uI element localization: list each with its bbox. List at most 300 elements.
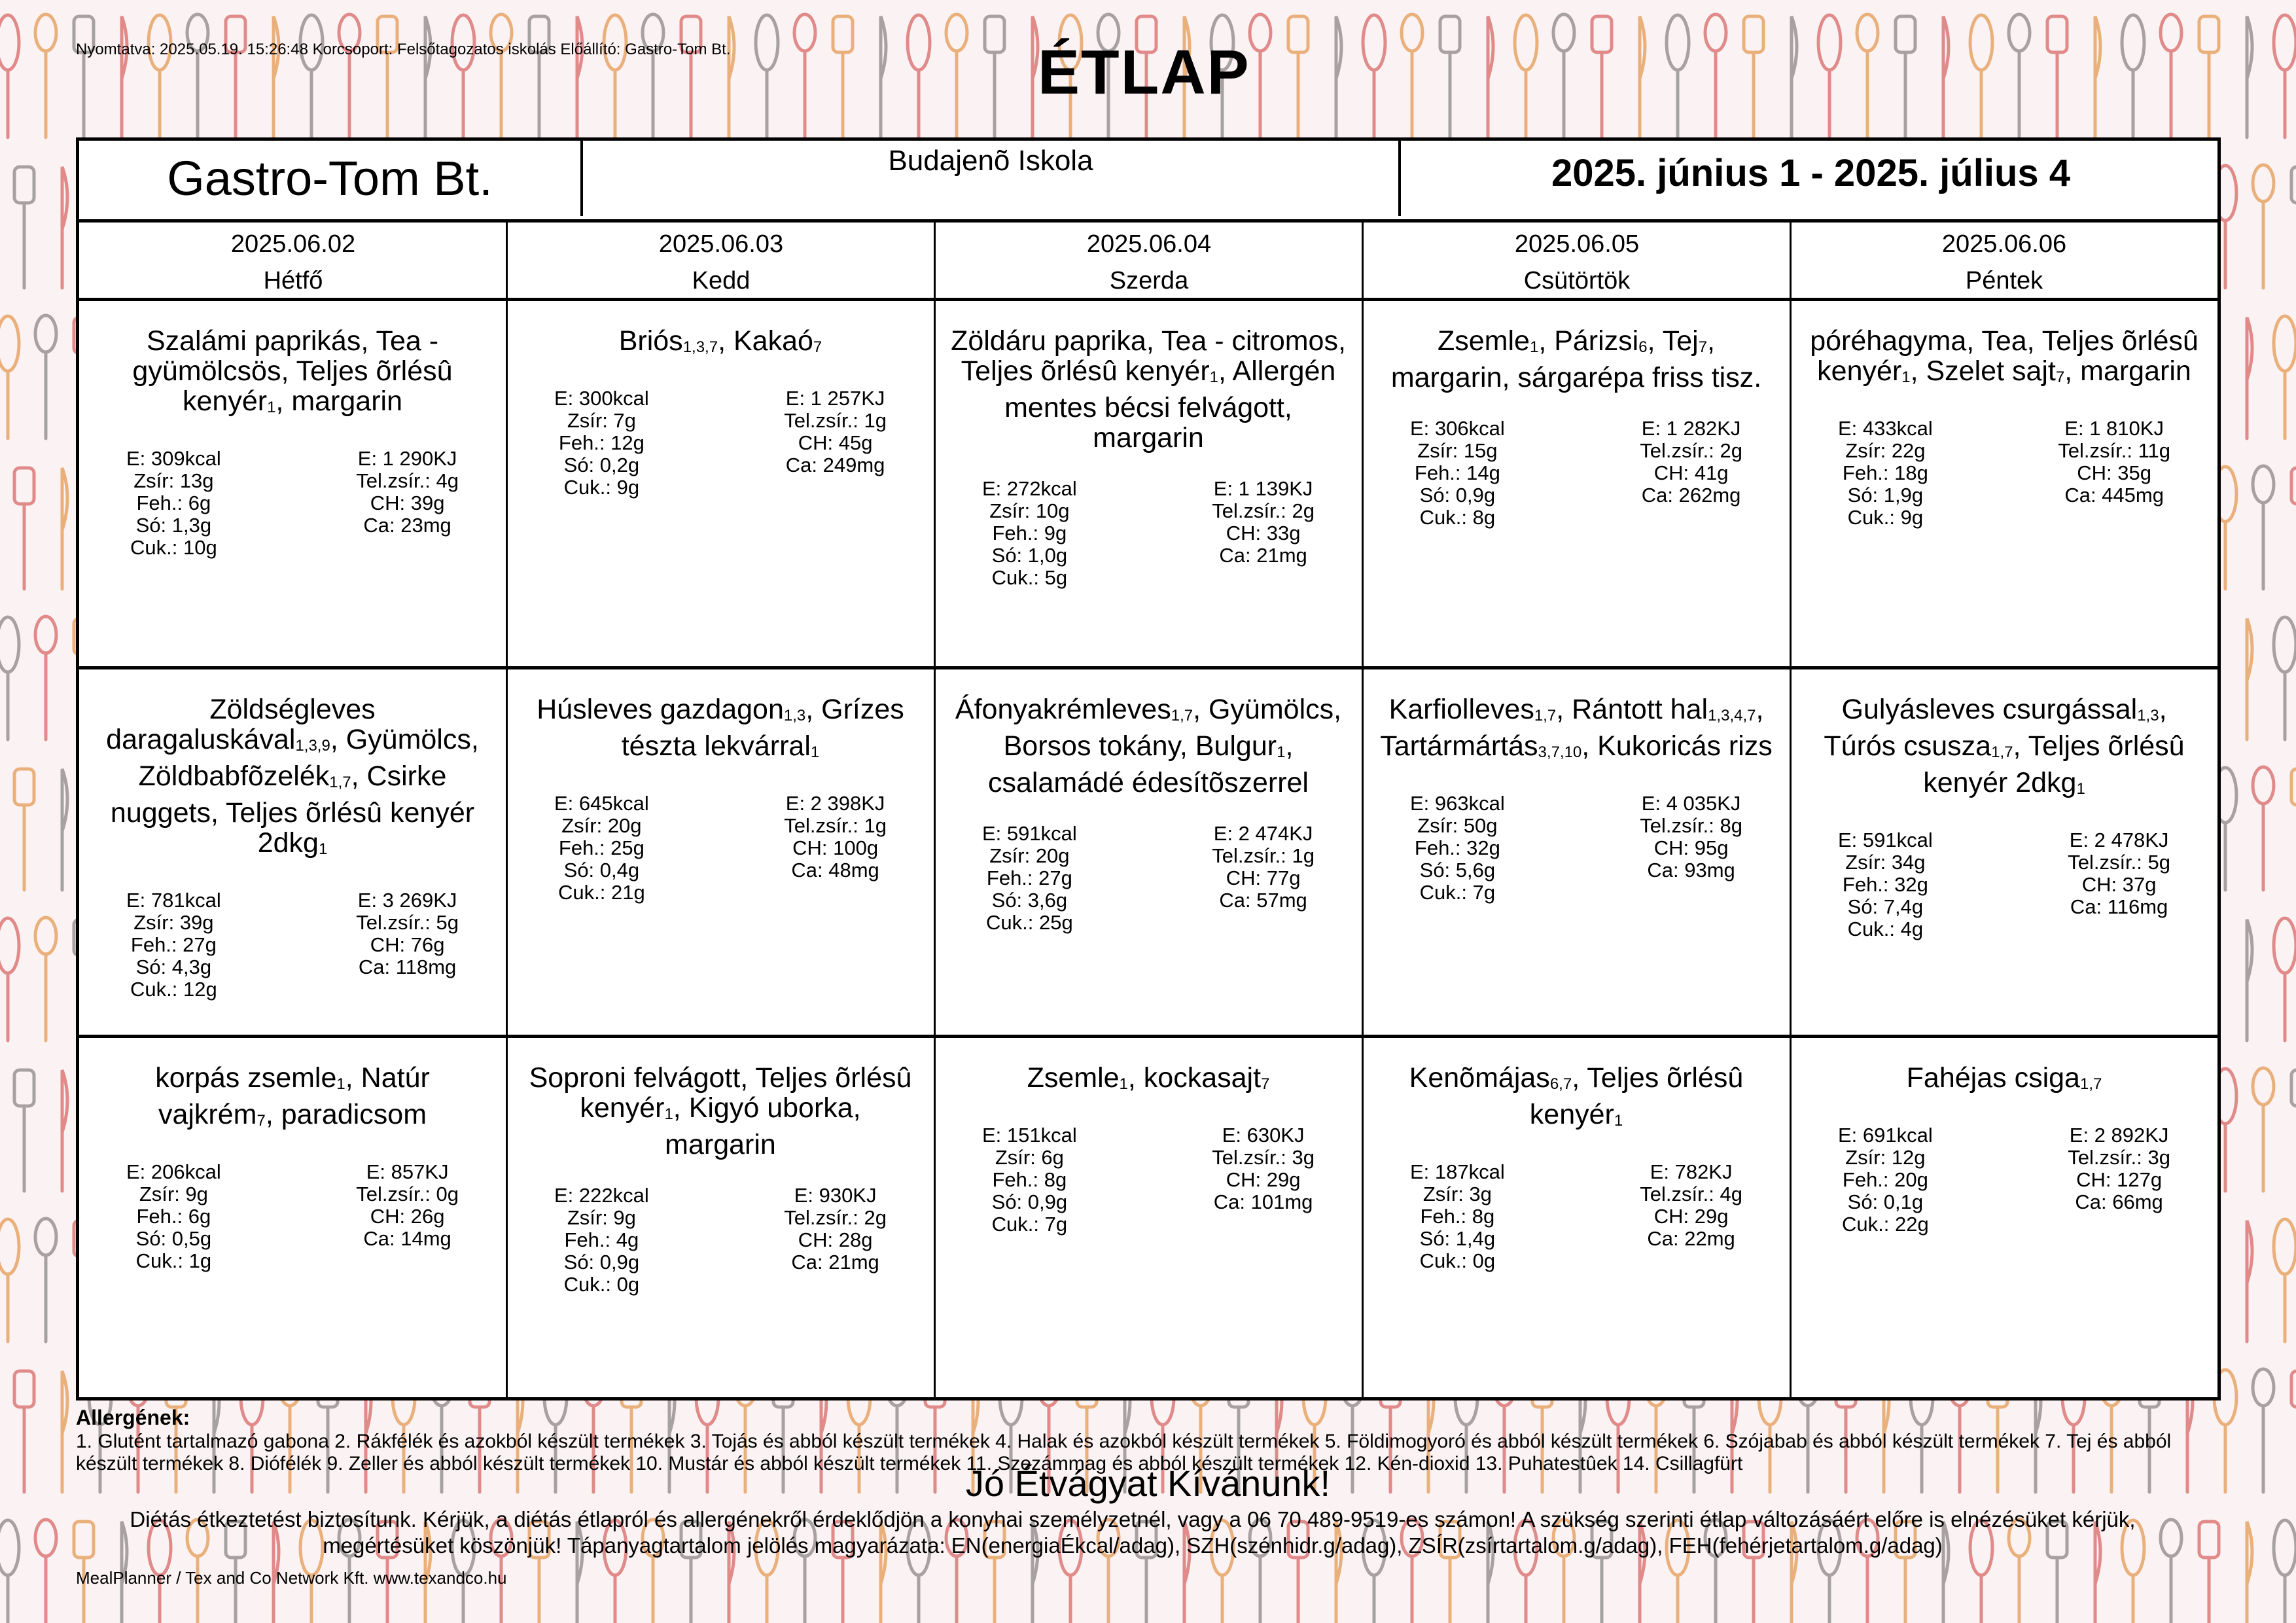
- allergen-code: 1,3,7: [682, 338, 718, 356]
- school-name: Budajenõ Iskola: [888, 145, 1093, 177]
- meal-cell: [1791, 669, 2217, 1036]
- nutrition-info: [951, 478, 1346, 589]
- dish-text: , Szelet sajt: [1910, 355, 2056, 387]
- dish-names: [951, 694, 1346, 798]
- nutrition-value: Tel.zsír.: 2g: [1212, 499, 1315, 522]
- page-title: ÉTLAP: [1038, 37, 1250, 107]
- meal-cell: [935, 1038, 1362, 1404]
- day-header: [935, 223, 1363, 301]
- dish-text: , Natúr vajkrém: [158, 1062, 430, 1130]
- nutrition-value: Feh.: 25g: [558, 836, 645, 859]
- nutrition-value: CH: 26g: [370, 1205, 445, 1228]
- dish-text: , paradicsom: [265, 1099, 427, 1130]
- print-info: Nyomtatva: 2025.05.19. 15:26:48 Korcsoport: Felsőtagozatos iskolás Előállító: Gastro-Tom Bt.: [76, 41, 731, 58]
- nutrition-value: Ca: 66mg: [2075, 1190, 2163, 1213]
- nutrition-value: Tel.zsír.: 1g: [784, 814, 887, 837]
- nutrition-value: Só: 3,6g: [991, 889, 1068, 912]
- dish-text: , Tej: [1647, 325, 1699, 357]
- allergen-code: 1,3,9: [295, 737, 330, 755]
- nutrition-value: E: 782KJ: [1650, 1160, 1733, 1183]
- diet-notice: Diétás étkeztetést biztosítunk. Kérjük, a diétás étlapról és allergénekről érdeklődjön a konyhai személyzetnél, vagy a 06 70 489-9519-es számon! A szükség szerinti étlap változásáért előre is elnézésüket kérjük, megértésüket köszönjük! Tápanyagtartalom jelölés magyarázata: EN(energiaÉkcal/adag), SZH(szénhidr.g/adag), ZSÍR(zsírtartalom.g/adag), FEH(fehérjetartalom.g/adag): [130, 1507, 2136, 1558]
- header-row: [79, 141, 2217, 223]
- nutrition-value: Ca: 22mg: [1647, 1227, 1735, 1250]
- nutrition-info: [951, 1124, 1346, 1236]
- meal-cell: [79, 301, 506, 668]
- nutrition-value: Ca: 101mg: [1213, 1190, 1313, 1213]
- dish-text: , Allergén mentes bécsi felvágott, margarin: [1004, 355, 1336, 454]
- nutrition-value: Cuk.: 22g: [1842, 1213, 1929, 1236]
- dish-names: [1379, 694, 1774, 768]
- nutrition-column: [126, 1161, 221, 1272]
- nutrition-value: Ca: 21mg: [1219, 544, 1307, 567]
- dish-text: , Grízes tészta lekvárral: [621, 694, 904, 762]
- school-cell: [583, 141, 1401, 216]
- nutrition-column: [554, 387, 649, 499]
- meal-cell: [79, 1038, 506, 1404]
- nutrition-value: Tel.zsír.: 0g: [356, 1183, 459, 1205]
- dish-names: [95, 326, 490, 423]
- nutrition-value: E: 591kcal: [982, 822, 1077, 845]
- nutrition-value: Feh.: 14g: [1414, 461, 1500, 484]
- dish-names: [1807, 326, 2202, 393]
- dish-names: [523, 326, 918, 363]
- allergen-code: 1: [2076, 780, 2085, 798]
- nutrition-value: Só: 0,9g: [991, 1190, 1068, 1213]
- appetite-message: Jó Étvágyat Kívánunk!: [965, 1463, 1331, 1504]
- nutrition-value: Zsír: 10g: [989, 499, 1070, 522]
- dish-text: póréhagyma, Tea, Teljes õrlésû kenyér: [1810, 325, 2199, 387]
- nutrition-value: Cuk.: 5g: [991, 566, 1068, 589]
- nutrition-value: Zsír: 7g: [567, 409, 636, 432]
- period-cell: [1401, 141, 2221, 216]
- nutrition-value: Só: 4,3g: [135, 955, 212, 978]
- dish-text: Karfiolleves: [1388, 694, 1534, 725]
- nutrition-value: CH: 100g: [792, 836, 879, 859]
- nutrition-value: Cuk.: 9g: [1847, 506, 1924, 529]
- nutrition-column: [1410, 793, 1505, 904]
- nutrition-value: Só: 5,6g: [1419, 859, 1496, 882]
- meal-cell: [1363, 301, 1790, 668]
- nutrition-info: [1379, 793, 1774, 904]
- nutrition-value: E: 691kcal: [1838, 1124, 1933, 1147]
- nutrition-value: Tel.zsír.: 1g: [784, 409, 887, 432]
- nutrition-value: Só: 0,9g: [563, 1251, 640, 1274]
- nutrition-info: [1379, 1161, 1774, 1272]
- footer-credit: MealPlanner / Tex and Co Network Kft. www.texandco.hu: [76, 1568, 507, 1588]
- dish-names: [951, 326, 1346, 453]
- nutrition-column: [2058, 418, 2170, 529]
- day-name: Szerda: [1109, 267, 1189, 294]
- nutrition-value: Feh.: 8g: [992, 1168, 1067, 1191]
- nutrition-value: Ca: 93mg: [1647, 859, 1735, 882]
- nutrition-column: [784, 387, 887, 499]
- dish-names: [951, 1063, 1346, 1099]
- allergen-code: 1: [1119, 1075, 1128, 1093]
- meal-cell: [507, 301, 934, 668]
- nutrition-value: Zsír: 20g: [989, 844, 1070, 867]
- allergen-code: 7: [1698, 338, 1708, 356]
- allergen-code: 7: [1261, 1075, 1270, 1093]
- nutrition-value: Tel.zsír.: 11g: [2058, 439, 2170, 462]
- allergen-code: 1: [1614, 1112, 1623, 1130]
- nutrition-value: Tel.zsír.: 3g: [2068, 1146, 2170, 1169]
- nutrition-value: E: 1 282KJ: [1641, 417, 1741, 440]
- day-name: Kedd: [692, 267, 751, 294]
- allergen-code: 1,3: [2137, 707, 2159, 724]
- menu-period: 2025. június 1 - 2025. július 4: [1551, 152, 2071, 194]
- nutrition-column: [126, 889, 221, 1001]
- dish-text: , kockasajt: [1127, 1062, 1262, 1094]
- nutrition-value: Ca: 21mg: [791, 1251, 879, 1274]
- nutrition-value: Cuk.: 7g: [991, 1213, 1068, 1236]
- meal-cell: [1363, 669, 1790, 1036]
- dish-names: [1379, 326, 1774, 393]
- nutrition-value: CH: 35g: [2077, 461, 2151, 484]
- day-date: 2025.06.05: [1514, 230, 1640, 258]
- dish-text: Szalámi paprikás, Tea - gyümölcsös, Teljes õrlésû kenyér: [132, 325, 453, 417]
- nutrition-value: E: 151kcal: [982, 1124, 1077, 1147]
- allergen-code: 1,7: [1991, 743, 2013, 761]
- nutrition-column: [126, 448, 221, 559]
- day-name: Hétfő: [263, 267, 323, 294]
- nutrition-column: [356, 448, 459, 559]
- allergen-code: 1: [664, 1105, 673, 1123]
- nutrition-value: Zsír: 3g: [1422, 1183, 1492, 1205]
- nutrition-column: [1640, 793, 1742, 904]
- dish-text: , Teljes õrlésû kenyér: [1529, 1062, 1744, 1130]
- nutrition-info: [95, 889, 490, 1001]
- allergen-code: 1,3,4,7: [1708, 707, 1756, 724]
- dish-text: Gulyásleves csurgással: [1841, 694, 2138, 725]
- nutrition-info: [523, 387, 918, 499]
- nutrition-column: [1410, 418, 1505, 529]
- dish-text: korpás zsemle: [155, 1062, 337, 1094]
- nutrition-column: [356, 889, 459, 1001]
- nutrition-value: Só: 0,1g: [1847, 1190, 1924, 1213]
- day-name: Péntek: [1965, 267, 2043, 294]
- dish-text: , Gyümölcs, Zöldbabfõzelék: [138, 724, 479, 792]
- nutrition-value: E: 306kcal: [1410, 417, 1505, 440]
- dish-text: Soproni felvágott, Teljes õrlésû kenyér: [529, 1062, 912, 1124]
- nutrition-value: E: 1 139KJ: [1213, 477, 1313, 500]
- allergen-code: 1,7: [1534, 707, 1557, 724]
- nutrition-column: [784, 793, 887, 904]
- nutrition-value: Só: 7,4g: [1847, 895, 1924, 918]
- nutrition-value: E: 591kcal: [1838, 829, 1933, 851]
- allergens-title: Allergének:: [76, 1406, 190, 1429]
- nutrition-value: Cuk.: 12g: [130, 978, 217, 1001]
- nutrition-value: Ca: 14mg: [363, 1227, 451, 1250]
- nutrition-info: [951, 823, 1346, 934]
- nutrition-value: CH: 76g: [370, 933, 445, 956]
- nutrition-column: [554, 1185, 649, 1296]
- nutrition-column: [1212, 823, 1315, 934]
- nutrition-value: Zsír: 22g: [1845, 439, 1926, 462]
- nutrition-value: CH: 127g: [2076, 1168, 2163, 1191]
- nutrition-value: Cuk.: 0g: [563, 1273, 640, 1296]
- dish-text: , Rántott hal: [1556, 694, 1708, 725]
- nutrition-column: [982, 478, 1077, 589]
- nutrition-column: [1640, 1161, 1742, 1272]
- dish-text: , margarin: [275, 385, 402, 417]
- nutrition-value: Cuk.: 25g: [986, 911, 1073, 934]
- nutrition-value: Feh.: 32g: [1842, 873, 1928, 896]
- nutrition-value: Cuk.: 10g: [130, 536, 217, 559]
- nutrition-value: E: 2 398KJ: [785, 792, 885, 815]
- nutrition-value: Feh.: 12g: [558, 431, 645, 454]
- dish-names: [95, 1063, 490, 1136]
- dish-text: , Gyümölcs, Borsos tokány, Bulgur: [1003, 694, 1342, 762]
- allergen-code: 1,3: [783, 707, 806, 724]
- meal-cell: [79, 669, 506, 1036]
- nutrition-value: CH: 41g: [1653, 461, 1729, 484]
- dish-text: Zsemle: [1027, 1062, 1120, 1094]
- allergen-code: 1: [336, 1075, 345, 1093]
- dish-text: Briós: [618, 325, 683, 357]
- nutrition-value: CH: 45g: [798, 431, 873, 454]
- nutrition-value: Tel.zsír.: 4g: [356, 469, 459, 492]
- nutrition-value: CH: 29g: [1653, 1205, 1729, 1228]
- nutrition-column: [784, 1185, 887, 1296]
- dish-text: Zsemle: [1437, 325, 1530, 357]
- day-name: Csütörtök: [1523, 267, 1631, 294]
- nutrition-value: Só: 0,9g: [1419, 484, 1496, 507]
- dish-names: [523, 694, 918, 768]
- nutrition-value: Só: 0,5g: [135, 1227, 212, 1250]
- nutrition-value: Tel.zsír.: 3g: [1212, 1146, 1315, 1169]
- nutrition-value: Zsír: 6g: [995, 1146, 1064, 1169]
- meal-cell: [507, 1038, 934, 1404]
- nutrition-value: CH: 33g: [1226, 522, 1301, 544]
- dish-text: Kenõmájas: [1409, 1062, 1550, 1094]
- day-date: 2025.06.06: [1941, 230, 2067, 258]
- nutrition-column: [1640, 418, 1742, 529]
- nutrition-value: E: 272kcal: [982, 477, 1077, 500]
- meal-cell: [1791, 301, 2217, 668]
- nutrition-value: Ca: 445mg: [2064, 484, 2164, 507]
- nutrition-value: Feh.: 9g: [992, 522, 1067, 544]
- nutrition-value: Cuk.: 21g: [558, 881, 645, 904]
- nutrition-column: [2068, 1124, 2170, 1236]
- dish-text: , Kukoricás rizs: [1581, 730, 1773, 762]
- nutrition-value: CH: 29g: [1226, 1168, 1301, 1191]
- nutrition-value: Feh.: 6g: [136, 491, 211, 514]
- nutrition-value: Feh.: 8g: [1420, 1205, 1495, 1228]
- nutrition-value: E: 1 257KJ: [785, 387, 885, 410]
- nutrition-column: [1410, 1161, 1505, 1272]
- nutrition-value: Ca: 249mg: [785, 454, 885, 476]
- allergen-code: 1: [1277, 743, 1286, 761]
- dish-text: Fahéjas csiga: [1906, 1062, 2080, 1094]
- nutrition-value: E: 963kcal: [1410, 792, 1505, 815]
- day-header: [79, 223, 507, 301]
- caterer-name: Gastro-Tom Bt.: [167, 151, 493, 205]
- dish-names: [1379, 1063, 1774, 1136]
- dish-text: , margarin: [2064, 355, 2191, 387]
- nutrition-value: E: 433kcal: [1838, 417, 1933, 440]
- nutrition-value: Tel.zsír.: 2g: [1640, 439, 1742, 462]
- dish-text: , csalamádé édesítõszerrel: [988, 730, 1309, 798]
- nutrition-value: Zsír: 34g: [1845, 851, 1926, 874]
- nutrition-column: [1212, 1124, 1315, 1236]
- nutrition-value: E: 2 474KJ: [1213, 822, 1313, 845]
- dish-text: , Csirke nuggets, Teljes õrlésû kenyér 2dkg: [110, 760, 475, 859]
- dish-names: [523, 1063, 918, 1160]
- nutrition-value: E: 206kcal: [126, 1160, 221, 1183]
- nutrition-column: [1838, 1124, 1933, 1236]
- nutrition-column: [1838, 829, 1933, 940]
- dish-names: [1807, 694, 2202, 804]
- allergen-code: 1,7: [1171, 707, 1193, 724]
- nutrition-value: Ca: 116mg: [2070, 895, 2168, 918]
- nutrition-value: E: 3 269KJ: [357, 889, 457, 912]
- allergen-code: 1: [318, 840, 328, 858]
- nutrition-value: Tel.zsír.: 5g: [356, 911, 459, 934]
- nutrition-value: CH: 95g: [1653, 836, 1729, 859]
- nutrition-value: Tel.zsír.: 1g: [1212, 844, 1315, 867]
- nutrition-value: Zsír: 39g: [133, 911, 214, 934]
- nutrition-info: [95, 1161, 490, 1272]
- nutrition-value: E: 645kcal: [554, 792, 649, 815]
- menu-table: [76, 137, 2221, 1400]
- dish-names: [95, 694, 490, 865]
- nutrition-value: Feh.: 27g: [130, 933, 217, 956]
- nutrition-value: Zsír: 50g: [1417, 814, 1498, 837]
- dish-text: , Teljes õrlésû kenyér 2dkg: [1923, 730, 2185, 798]
- nutrition-value: Cuk.: 0g: [1419, 1249, 1496, 1272]
- nutrition-value: Só: 1,0g: [991, 544, 1068, 567]
- nutrition-value: Tel.zsír.: 4g: [1640, 1183, 1742, 1205]
- nutrition-value: Zsír: 20g: [561, 814, 642, 837]
- nutrition-value: Zsír: 9g: [567, 1206, 636, 1229]
- dish-text: , Túrós csusza: [1824, 694, 2167, 762]
- nutrition-column: [1838, 418, 1933, 529]
- nutrition-info: [523, 793, 918, 904]
- allergen-code: 3,7,10: [1538, 743, 1582, 761]
- nutrition-value: Só: 1,3g: [135, 514, 212, 537]
- nutrition-value: Zsír: 13g: [133, 469, 214, 492]
- nutrition-value: Feh.: 20g: [1842, 1168, 1928, 1191]
- dish-text: Áfonyakrémleves: [955, 694, 1171, 725]
- meal-cell: [935, 669, 1362, 1036]
- nutrition-value: Zsír: 12g: [1845, 1146, 1926, 1169]
- dish-text: , Párizsi: [1538, 325, 1639, 357]
- nutrition-value: Zsír: 9g: [139, 1183, 208, 1205]
- nutrition-value: E: 781kcal: [126, 889, 221, 912]
- nutrition-value: Ca: 23mg: [363, 514, 451, 537]
- meal-cell: [507, 669, 934, 1036]
- dish-text: , margarin, sárgarépa friss tisz.: [1390, 325, 1762, 393]
- nutrition-value: E: 1 290KJ: [357, 447, 457, 470]
- nutrition-info: [1379, 418, 1774, 529]
- day-date: 2025.06.02: [230, 230, 356, 258]
- nutrition-value: Tel.zsír.: 2g: [784, 1206, 887, 1229]
- nutrition-value: Ca: 118mg: [358, 955, 457, 978]
- caterer-cell: [79, 141, 583, 216]
- allergen-code: 1,7: [329, 774, 351, 791]
- dish-text: Zöldáru paprika, Tea - citromos, Teljes õrlésû kenyér: [951, 325, 1346, 387]
- nutrition-column: [982, 823, 1077, 934]
- allergen-code: 7: [256, 1112, 266, 1130]
- nutrition-value: E: 2 478KJ: [2069, 829, 2169, 851]
- dish-text: , Tartármártás: [1380, 694, 1764, 762]
- allergen-code: 1: [810, 743, 820, 761]
- nutrition-value: Só: 0,4g: [563, 859, 640, 882]
- day-header: [507, 223, 935, 301]
- nutrition-value: Feh.: 32g: [1414, 836, 1500, 859]
- nutrition-value: Cuk.: 1g: [135, 1249, 212, 1272]
- nutrition-value: CH: 77g: [1226, 866, 1301, 889]
- allergen-code: 6: [1638, 338, 1648, 356]
- nutrition-column: [982, 1124, 1077, 1236]
- nutrition-value: Cuk.: 7g: [1419, 881, 1496, 904]
- allergen-code: 6,7: [1549, 1075, 1572, 1093]
- allergen-code: 1,7: [2079, 1075, 2102, 1093]
- nutrition-info: [95, 448, 490, 559]
- allergens-list: 1. Glutént tartalmazó gabona 2. Rákfélék és azokból készült termékek 3. Tojás és abból készült termékek 4. Halak és azokból készült termékek 5. Földimogyoró és abból készült termékek 6. Szójabab és abból készült termékek 7. Tej és abból készült termékek 8. Diófélék 9. Zeller és abból készült termékek 10. Mustár és abból készült termékek 11. Szezámmag és abból készült termékek 12. Kén-dioxid 13. Puhatestûek 14. Csillagfürt: [76, 1431, 2172, 1474]
- nutrition-value: Cuk.: 9g: [563, 476, 640, 499]
- day-date: 2025.06.04: [1086, 230, 1212, 258]
- day-date: 2025.06.03: [658, 230, 784, 258]
- dish-text: , Kakaó: [718, 325, 813, 357]
- dish-names: [1807, 1063, 2202, 1099]
- nutrition-value: CH: 39g: [370, 491, 445, 514]
- nutrition-value: E: 857KJ: [366, 1160, 449, 1183]
- nutrition-value: E: 300kcal: [554, 387, 649, 410]
- nutrition-value: E: 4 035KJ: [1641, 792, 1741, 815]
- day-header: [1791, 223, 2217, 301]
- nutrition-value: Só: 1,9g: [1847, 484, 1924, 507]
- nutrition-column: [1212, 478, 1315, 589]
- dish-text: Húsleves gazdagon: [537, 694, 784, 725]
- allergen-code: 1: [1209, 368, 1219, 386]
- nutrition-info: [1807, 1124, 2202, 1236]
- allergen-code: 7: [2055, 368, 2065, 386]
- nutrition-value: Feh.: 27g: [986, 866, 1072, 889]
- nutrition-value: Zsír: 15g: [1417, 439, 1498, 462]
- nutrition-value: Feh.: 4g: [564, 1228, 639, 1251]
- nutrition-column: [2068, 829, 2170, 940]
- nutrition-value: Ca: 48mg: [791, 859, 879, 882]
- nutrition-value: Feh.: 6g: [136, 1205, 211, 1228]
- meal-cell: [935, 301, 1362, 668]
- nutrition-value: Só: 1,4g: [1419, 1227, 1496, 1250]
- nutrition-value: E: 187kcal: [1410, 1160, 1505, 1183]
- dish-text: Zöldségleves daragaluskával: [106, 694, 376, 755]
- nutrition-value: Ca: 57mg: [1219, 889, 1307, 912]
- nutrition-value: Cuk.: 4g: [1847, 918, 1924, 940]
- meal-cell: [1363, 1038, 1790, 1404]
- nutrition-value: CH: 28g: [798, 1228, 873, 1251]
- nutrition-value: Tel.zsír.: 5g: [2068, 851, 2170, 874]
- nutrition-column: [356, 1161, 459, 1272]
- allergen-code: 7: [813, 338, 822, 356]
- nutrition-value: Só: 0,2g: [563, 454, 640, 476]
- nutrition-info: [1807, 829, 2202, 940]
- allergen-code: 1: [267, 399, 276, 416]
- nutrition-value: Ca: 262mg: [1641, 484, 1741, 507]
- nutrition-value: Feh.: 18g: [1842, 461, 1928, 484]
- nutrition-column: [554, 793, 649, 904]
- nutrition-value: E: 930KJ: [794, 1184, 877, 1207]
- nutrition-value: E: 309kcal: [126, 447, 221, 470]
- allergen-code: 1: [1901, 368, 1911, 386]
- dish-text: , Kigyó uborka, margarin: [665, 1092, 861, 1160]
- nutrition-value: E: 1 810KJ: [2064, 417, 2164, 440]
- nutrition-value: E: 2 892KJ: [2069, 1124, 2169, 1147]
- nutrition-value: E: 630KJ: [1222, 1124, 1305, 1147]
- nutrition-value: CH: 37g: [2081, 873, 2157, 896]
